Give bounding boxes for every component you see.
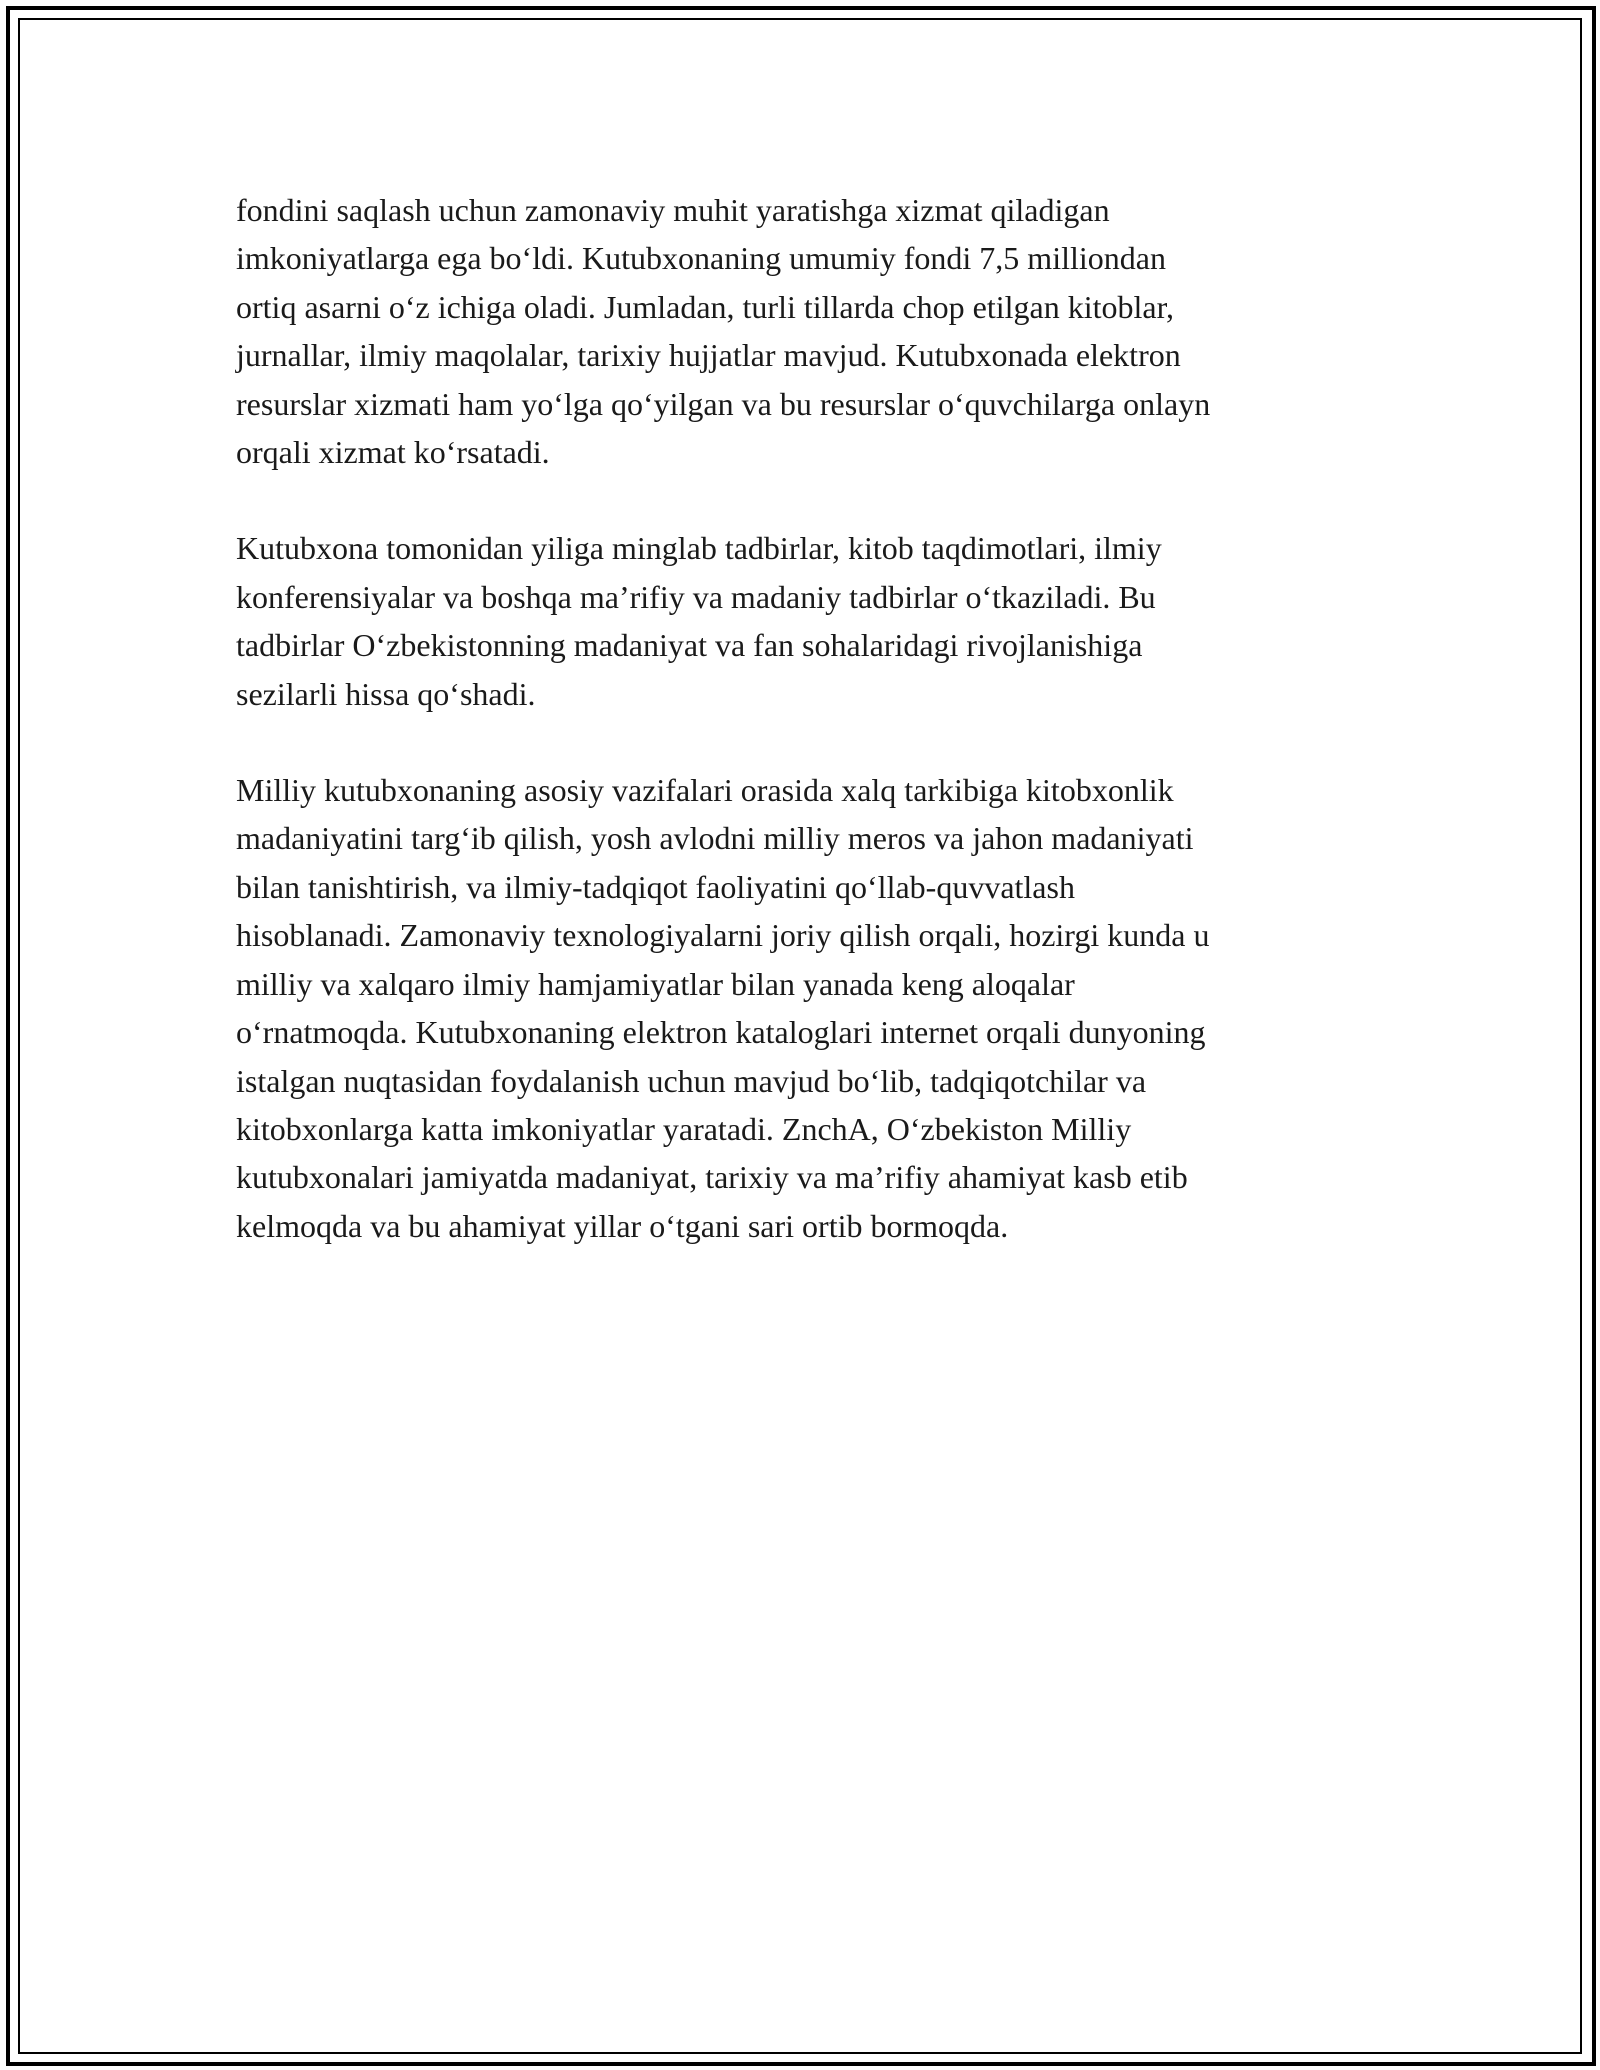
document-body	[236, 186, 1360, 1298]
paragraph-1: fondini saqlash uchun zamonaviy muhit yaratishga xizmat qiladigan imkoniyatlarga ega bo‘ldi. Kutubxonaning umumiy fondi 7,5 milliondan ortiq asarni o‘z ichiga oladi. Jumladan, turli tillarda chop etilgan kitoblar, jurnallar, ilmiy maqolalar, tarixiy hujjatlar mavjud. Kutubxonada elektron resurslar xizmati ham yo‘lga qo‘yilgan va bu resurslar o‘quvchilarga onlayn orqali xizmat ko‘rsatadi.	[236, 192, 1211, 471]
paragraph-2: Kutubxona tomonidan yiliga minglab tadbirlar, kitob taqdimotlari, ilmiy konferensiyalar va boshqa ma’rifiy va madaniy tadbirlar o‘tkaziladi. Bu tadbirlar O‘zbekistonning madaniyat va fan sohalaridagi rivojlanishiga sezilarli hissa qo‘shadi.	[236, 530, 1162, 712]
paragraph-3: Milliy kutubxonaning asosiy vazifalari orasida xalq tarkibiga kitobxonlik madaniyatini targ‘ib qilish, yosh avlodni milliy meros va jahon madaniyati bilan tanishtirish, va ilmiy-tadqiqot faoliyatini qo‘llab-quvvatlash hisoblanadi. Zamonaviy texnologiyalarni joriy qilish orqali, hozirgi kunda u milliy va xalqaro ilmiy hamjamiyatlar bilan yanada keng aloqalar o‘rnatmoqda. Kutubxonaning elektron kataloglari internet orqali dunyoning istalgan nuqtasidan foydalanish uchun mavjud bo‘lib, tadqiqotchilar va kitobxonlarga katta imkoniyatlar yaratadi. ZnchA, O‘zbekiston Milliy kutubxonalari jamiyatda madaniyat, tarixiy va ma’rifiy ahamiyat kasb etib kelmoqda va bu ahamiyat yillar o‘tgani sari ortib bormoqda.	[236, 772, 1210, 1244]
